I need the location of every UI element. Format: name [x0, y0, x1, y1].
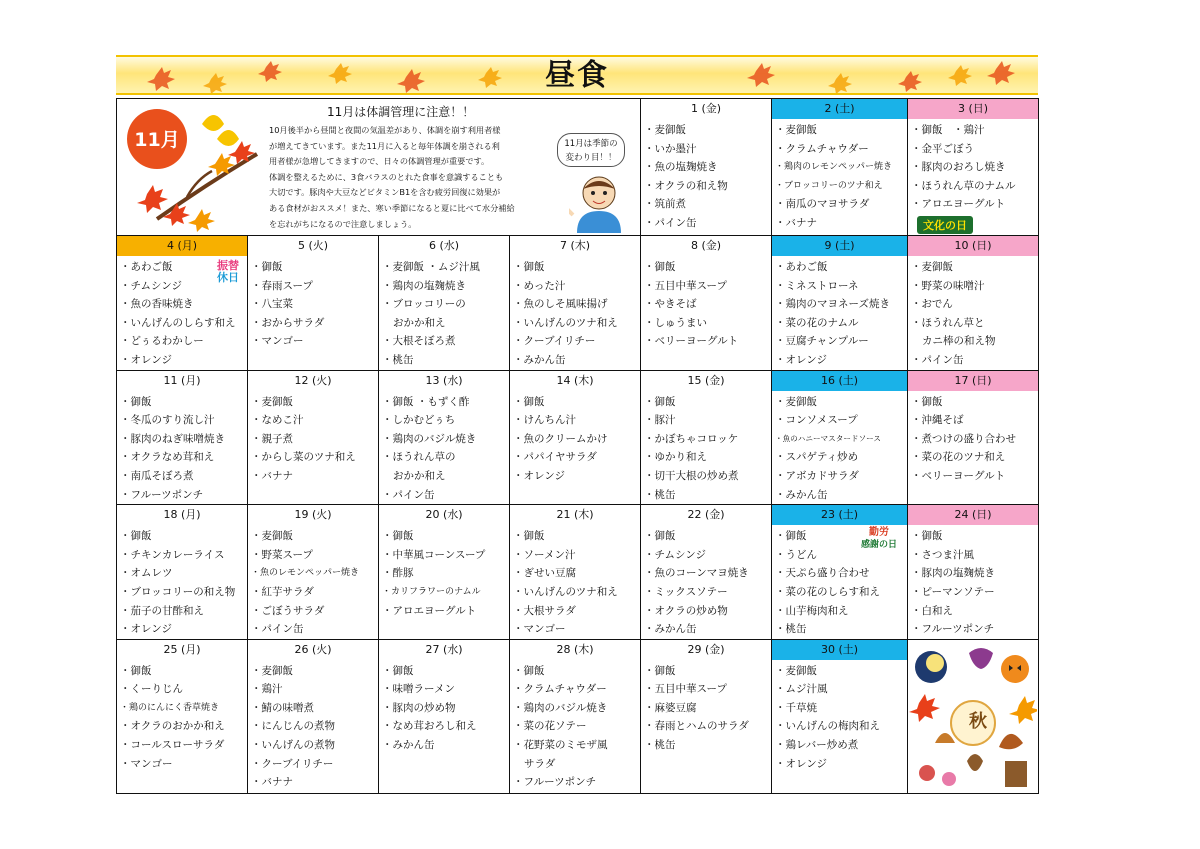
day-header: 23 (土): [772, 505, 907, 525]
notice-line: を忘れがちになるので注意しましょう。: [269, 218, 417, 229]
menu-item: ・ マンゴー: [251, 332, 378, 351]
day-header: 3 (日): [908, 99, 1038, 119]
aki-label: 秋: [969, 710, 987, 732]
menu-item: ・ 御飯: [382, 662, 509, 681]
menu-item: ・ 麦御飯: [775, 662, 907, 681]
notice-title: 11月は体調管理に注意！！: [327, 105, 475, 119]
menu-item: ・ 大根そぼろ煮: [382, 332, 509, 351]
day-cell-8: [641, 236, 772, 371]
menu-item: ・ 五目中華スープ: [644, 680, 771, 699]
menu-item: ・ バナナ: [251, 773, 378, 792]
day-header: 2 (土): [772, 99, 907, 119]
menu-item: ・ アロエヨーグルト: [382, 602, 509, 621]
day-cell-25: [117, 639, 248, 793]
notice-line: が増えてきています。また11月に入ると毎年体調を崩される利: [269, 140, 500, 151]
menu-item: ・ オクラのおかか和え: [120, 717, 247, 736]
menu-item: ・ 豚肉のおろし焼き: [911, 158, 1038, 177]
menu-item: ・ ほうれん草の: [382, 448, 509, 467]
day-cell-20: [379, 505, 510, 640]
menu-item: ・ ミネストローネ: [775, 277, 907, 296]
menu-item: ・ しゅうまい: [644, 314, 771, 333]
menu-item: ・ ぎせい豆腐: [513, 564, 640, 583]
menu-item: ・ けんちん汁: [513, 411, 640, 430]
menu-item: ・ 沖縄そば: [911, 411, 1038, 430]
menu-item: ・ 御飯: [644, 393, 771, 412]
week-row-2: [117, 236, 1039, 371]
menu-item: ・ 鶏汁: [251, 680, 378, 699]
menu-item: ・ いんげんのツナ和え: [513, 314, 640, 333]
menu-item: ・ 鯖の味噌煮: [251, 699, 378, 718]
menu-item: ・ 麦御飯: [775, 393, 907, 412]
menu-item: ・ ムジ汁風: [775, 680, 907, 699]
menu-item: ・ 桃缶: [775, 620, 907, 639]
menu-item: ・ 麦御飯: [251, 662, 378, 681]
menu-item: ・ ごぼうサラダ: [251, 602, 378, 621]
day-cell-17: [908, 370, 1039, 505]
menu-item: ・ 麦御飯: [911, 258, 1038, 277]
menu-item: ・ 御飯: [513, 662, 640, 681]
day-header: 17 (日): [908, 371, 1038, 391]
menu-item: ・ みかん缶: [513, 351, 640, 370]
day-cell-28: [510, 639, 641, 793]
menu-item: ・ あわご飯: [775, 258, 907, 277]
menu-item: ・ ベリーヨーグルト: [911, 467, 1038, 486]
menu-item: ・ みかん缶: [775, 486, 907, 505]
menu-item: ・ 御飯: [644, 527, 771, 546]
menu-item: ・ 御飯: [382, 527, 509, 546]
menu-item: ・ 菜の花ソテー: [513, 717, 640, 736]
day-header: 27 (水): [379, 640, 509, 660]
menu-item: ・ オレンジ: [513, 467, 640, 486]
menu-item: ・ いんげんのしらす和え: [120, 314, 247, 333]
menu-item: ・ にんじんの煮物: [251, 717, 378, 736]
menu-item: ・ 御飯: [911, 393, 1038, 412]
menu-item: ・ カリフラワーのナムル: [382, 583, 509, 602]
menu-item: ・ 魚のしそ風味揚げ: [513, 295, 640, 314]
day-header: 19 (火): [248, 505, 378, 525]
menu-item: ・ 麦御飯: [644, 121, 771, 140]
menu-item: ・ いんげんのツナ和え: [513, 583, 640, 602]
menu-item: ・ 麻婆豆腐: [644, 699, 771, 718]
menu-item: ・ 御飯: [644, 662, 771, 681]
menu-item: カニ棒の和え物: [922, 335, 996, 348]
menu-item: ・ 酢豚: [382, 564, 509, 583]
menu-item: ・ ゆかり和え: [644, 448, 771, 467]
menu-item: ・ ほうれん草と: [911, 314, 1038, 333]
day-cell-16: [772, 370, 908, 505]
day-header: 29 (金): [641, 640, 771, 660]
menu-item: ・ 魚のクリームかけ: [513, 430, 640, 449]
menu-item: ・ 桃缶: [382, 351, 509, 370]
menu-item: ・ なめこ汁: [251, 411, 378, 430]
menu-item: ・ 親子煮: [251, 430, 378, 449]
menu-item: ・ アボカドサラダ: [775, 467, 907, 486]
notice-line: 大切です。豚肉や大豆などビタミンB1を含む疲労回復に効果が: [269, 187, 501, 198]
menu-item: ・ くーりじん: [120, 680, 247, 699]
menu-item: ・ パイン缶: [911, 351, 1038, 370]
day-cell-23: [772, 505, 908, 640]
day-cell-15: [641, 370, 772, 505]
day-header: 6 (水): [379, 236, 509, 256]
menu-item: ・ 魚の香味焼き: [120, 295, 247, 314]
menu-item: ・ 御飯: [513, 527, 640, 546]
menu-item: ・ 冬瓜のすり流し汁: [120, 411, 247, 430]
menu-item: ・ 御飯 ・鶏汁: [911, 121, 1038, 140]
menu-item: ・ 五目中華スープ: [644, 277, 771, 296]
day-cell-12: [248, 370, 379, 505]
menu-item: ・ チムシンジ: [644, 546, 771, 565]
day-header: 11 (月): [117, 371, 247, 391]
menu-item: ・ ほうれん草のナムル: [911, 177, 1038, 196]
day-cell-10: [908, 236, 1039, 371]
menu-item: ・ 鶏肉のバジル焼き: [382, 430, 509, 449]
menu-item: ・ 御飯: [644, 258, 771, 277]
menu-item: ・ 鶏のにんにく香草焼き: [120, 699, 247, 718]
menu-item: ・ 煮つけの盛り合わせ: [911, 430, 1038, 449]
day-cell-29: [641, 639, 772, 793]
day-cell-9: [772, 236, 908, 371]
menu-item: ・ オレンジ: [775, 755, 907, 774]
menu-item: ・ やきそば: [644, 295, 771, 314]
day-header: 18 (月): [117, 505, 247, 525]
day-cell-19: [248, 505, 379, 640]
menu-item: ・ ミックスソテー: [644, 583, 771, 602]
menu-item: ・ 筑前煮: [644, 195, 771, 214]
menu-item: ・ 天ぷら盛り合わせ: [775, 564, 907, 583]
week-row-1: [117, 99, 1039, 236]
menu-item: ・ マンゴー: [513, 620, 640, 639]
menu-item: ・ かぼちゃコロッケ: [644, 430, 771, 449]
day-header: 15 (金): [641, 371, 771, 391]
menu-item: ・ 菜の花のツナ和え: [911, 448, 1038, 467]
title-banner: [116, 55, 1038, 95]
speech-bubble: 11月は季節の 変わり目！！: [557, 133, 625, 167]
kinro-kansha-badge: 勤労 感謝の日: [860, 527, 897, 551]
menu-item: ・ 豚肉のねぎ味噌焼き: [120, 430, 247, 449]
menu-item: ・ コンソメスープ: [775, 411, 907, 430]
menu-item: ・ バナナ: [775, 214, 907, 233]
menu-item: ・ みかん缶: [382, 736, 509, 755]
menu-item: ・ うどん: [775, 546, 907, 565]
menu-item: ・ チキンカレーライス: [120, 546, 247, 565]
menu-item: ・ いんげんの梅肉和え: [775, 717, 907, 736]
notice-line: 体調を整えるために、3食バラスのとれた食事を意識することも: [269, 171, 504, 182]
menu-item: ・ チムシンジ: [120, 277, 247, 296]
menu-item: ・ フルーツポンチ: [911, 620, 1038, 639]
day-header: 14 (木): [510, 371, 640, 391]
menu-item: ・ おからサラダ: [251, 314, 378, 333]
day-cell-5: [248, 236, 379, 371]
day-cell-13: [379, 370, 510, 505]
menu-item: ・ 御飯: [513, 393, 640, 412]
menu-item: ・ ベリーヨーグルト: [644, 332, 771, 351]
menu-item: ・ 御飯: [120, 393, 247, 412]
day-header: 25 (月): [117, 640, 247, 660]
day-header: 28 (木): [510, 640, 640, 660]
menu-item: ・ 麦御飯 ・ムジ汁風: [382, 258, 509, 277]
menu-item: ・ 桃缶: [644, 486, 771, 505]
menu-item: ・ バナナ: [251, 467, 378, 486]
menu-item: ・ 鶏肉のマヨネーズ焼き: [775, 295, 907, 314]
autumn-branch-illustration: [117, 99, 267, 235]
menu-item: ・ オレンジ: [120, 620, 247, 639]
notice-panel: [117, 99, 641, 236]
notice-line: 用者様が急増してきますので、日々の体調管理が重要です。: [269, 156, 490, 167]
lunch-calendar: [116, 98, 1039, 794]
menu-item: ・ 魚のハニーマスタードソース: [775, 430, 907, 449]
menu-item: ・ 野菜スープ: [251, 546, 378, 565]
menu-item: ・ いんげんの煮物: [251, 736, 378, 755]
menu-item: ・ 金平ごぼう: [911, 140, 1038, 159]
notice-body: [269, 123, 569, 232]
menu-item: ・ スパゲティ炒め: [775, 448, 907, 467]
menu-item: ・ フルーツポンチ: [120, 486, 247, 505]
day-header: 24 (日): [908, 505, 1038, 525]
day-cell-21: [510, 505, 641, 640]
menu-item: ・ しかむどぅち: [382, 411, 509, 430]
day-cell-24: [908, 505, 1039, 640]
menu-item: ・ 御飯: [513, 258, 640, 277]
menu-item: ・ いか墨汁: [644, 140, 771, 159]
day-header: 8 (金): [641, 236, 771, 256]
menu-item: ・ 鶏肉のレモンペッパー焼き: [775, 158, 907, 177]
menu-item: ・ 御飯: [911, 527, 1038, 546]
menu-item: ・ 豆腐チャンプルー: [775, 332, 907, 351]
menu-item: ・ 魚のレモンペッパー焼き: [251, 564, 378, 583]
menu-item: ・ おでん: [911, 295, 1038, 314]
menu-item: ・ 豚肉の塩麹焼き: [911, 564, 1038, 583]
week-row-4: [117, 505, 1039, 640]
menu-item: ・ 南瓜そぼろ煮: [120, 467, 247, 486]
month-badge: 11月: [134, 129, 180, 151]
notice-line: ある食材がおススメ！また、寒い季節になると夏に比べて水分補給: [269, 202, 515, 213]
day-header: 22 (金): [641, 505, 771, 525]
menu-item: ・ さつま汁風: [911, 546, 1038, 565]
day-header: 16 (土): [772, 371, 907, 391]
day-cell-22: [641, 505, 772, 640]
menu-item: ・ 御飯: [120, 662, 247, 681]
menu-item: ・ 魚のコーンマヨ焼き: [644, 564, 771, 583]
menu-item: おかか和え: [393, 469, 446, 482]
day-cell-3: [908, 99, 1039, 236]
menu-item: ・ オクラの和え物: [644, 177, 771, 196]
menu-item: ・ 御飯 ・もずく酢: [382, 393, 509, 412]
menu-item: ・ ブロッコリーの和え物: [120, 583, 247, 602]
week-row-5: [117, 639, 1039, 793]
menu-item: おかか和え: [393, 316, 446, 329]
menu-item: ・ パパイヤサラダ: [513, 448, 640, 467]
menu-item: ・ 春雨スープ: [251, 277, 378, 296]
menu-item: ・ めった汁: [513, 277, 640, 296]
menu-item: ・ 山芋梅肉和え: [775, 602, 907, 621]
day-cell-18: [117, 505, 248, 640]
day-cell-6: [379, 236, 510, 371]
menu-item: ・ 千草焼: [775, 699, 907, 718]
day-cell-14: [510, 370, 641, 505]
menu-item: ・ 麦御飯: [775, 121, 907, 140]
menu-item: ・ ブロッコリーの: [382, 295, 509, 314]
day-cell-1: [641, 99, 772, 236]
menu-item: ・ オムレツ: [120, 564, 247, 583]
menu-item: ・ 菜の花のナムル: [775, 314, 907, 333]
day-header: 13 (水): [379, 371, 509, 391]
menu-item: ・ みかん缶: [644, 620, 771, 639]
menu-item: ・ 鶏肉の塩麹焼き: [382, 277, 509, 296]
menu-item: ・ 南瓜のマヨサラダ: [775, 195, 907, 214]
notice-line: 10月後半から昼間と夜間の気温差があり、体調を崩す利用者様: [269, 125, 501, 135]
menu-item: ・ パイン缶: [644, 214, 771, 233]
menu-item: ・ どぅるわかしー: [120, 332, 247, 351]
menu-item: ・ 鶏肉のバジル焼き: [513, 699, 640, 718]
day-header: 5 (火): [248, 236, 378, 256]
menu-item: ・ ブロッコリーのツナ和え: [775, 177, 907, 196]
week-row-3: [117, 370, 1039, 505]
menu-item: ・ あわご飯: [120, 258, 247, 277]
menu-item: ・ パイン缶: [382, 486, 509, 505]
menu-item: ・ なめ茸おろし和え: [382, 717, 509, 736]
menu-item: ・ 白和え: [911, 602, 1038, 621]
menu-item: サラダ: [524, 757, 556, 770]
menu-item: ・ 麦御飯: [251, 527, 378, 546]
menu-item: ・ 大根サラダ: [513, 602, 640, 621]
day-cell-2: [772, 99, 908, 236]
menu-item: ・ 茄子の甘酢和え: [120, 602, 247, 621]
menu-item: ・ 御飯: [120, 527, 247, 546]
menu-item: ・ 魚の塩麹焼き: [644, 158, 771, 177]
day-cell-4: [117, 236, 248, 371]
menu-item: ・ クーブイリチー: [251, 755, 378, 774]
menu-item: ・ 野菜の味噌汁: [911, 277, 1038, 296]
day-header: 7 (木): [510, 236, 640, 256]
menu-item: ・ 春雨とハムのサラダ: [644, 717, 771, 736]
day-header: 4 (月): [117, 236, 247, 256]
menu-item: ・ 御飯: [251, 258, 378, 277]
menu-item: ・ 中華風コーンスープ: [382, 546, 509, 565]
menu-item: ・ コールスローサラダ: [120, 736, 247, 755]
staff-illustration: [569, 171, 629, 233]
menu-item: ・ クラムチャウダー: [513, 680, 640, 699]
day-header: 20 (水): [379, 505, 509, 525]
menu-item: ・ 桃缶: [644, 736, 771, 755]
menu-item: ・ 豚肉の炒め物: [382, 699, 509, 718]
menu-item: ・ マンゴー: [120, 755, 247, 774]
menu-item: ・ 味噌ラーメン: [382, 680, 509, 699]
menu-item: ・ 御飯: [775, 527, 907, 546]
menu-item: ・ パイン缶: [251, 620, 378, 639]
menu-item: ・ オクラなめ茸和え: [120, 448, 247, 467]
day-header: 21 (木): [510, 505, 640, 525]
menu-item: ・ 花野菜のミモザ風: [513, 736, 640, 755]
menu-item: ・ 切干大根の炒め煮: [644, 467, 771, 486]
day-header: 9 (土): [772, 236, 907, 256]
day-header: 10 (日): [908, 236, 1038, 256]
menu-item: ・ 鶏レバー炒め煮: [775, 736, 907, 755]
menu-item: ・ ピーマンソテー: [911, 583, 1038, 602]
bunka-no-hi-badge: 文化の日: [917, 216, 973, 234]
menu-item: ・ クーブイリチー: [513, 332, 640, 351]
menu-item: ・ アロエヨーグルト: [911, 195, 1038, 214]
menu-item: ・ クラムチャウダー: [775, 140, 907, 159]
menu-item: ・ 菜の花のしらす和え: [775, 583, 907, 602]
autumn-illustration-cell: [908, 639, 1039, 793]
day-cell-7: [510, 236, 641, 371]
day-cell-30: [772, 639, 908, 793]
day-cell-27: [379, 639, 510, 793]
menu-item: ・ 八宝菜: [251, 295, 378, 314]
day-header: 26 (火): [248, 640, 378, 660]
menu-item: ・ 紅芋サラダ: [251, 583, 378, 602]
day-cell-11: [117, 370, 248, 505]
day-header: 12 (火): [248, 371, 378, 391]
menu-item: ・ オレンジ: [775, 351, 907, 370]
day-header: 1 (金): [641, 99, 771, 119]
day-header: 30 (土): [772, 640, 907, 660]
menu-item: ・ からし菜のツナ和え: [251, 448, 378, 467]
menu-item: ・ オクラの炒め物: [644, 602, 771, 621]
menu-item: ・ フルーツポンチ: [513, 773, 640, 792]
page-title: 昼食: [545, 58, 609, 93]
menu-item: ・ 豚汁: [644, 411, 771, 430]
day-cell-26: [248, 639, 379, 793]
menu-item: ・ ソーメン汁: [513, 546, 640, 565]
furikae-kyujitsu-badge: 振替 休日: [217, 259, 239, 284]
menu-item: ・ 麦御飯: [251, 393, 378, 412]
menu-item: ・ オレンジ: [120, 351, 247, 370]
